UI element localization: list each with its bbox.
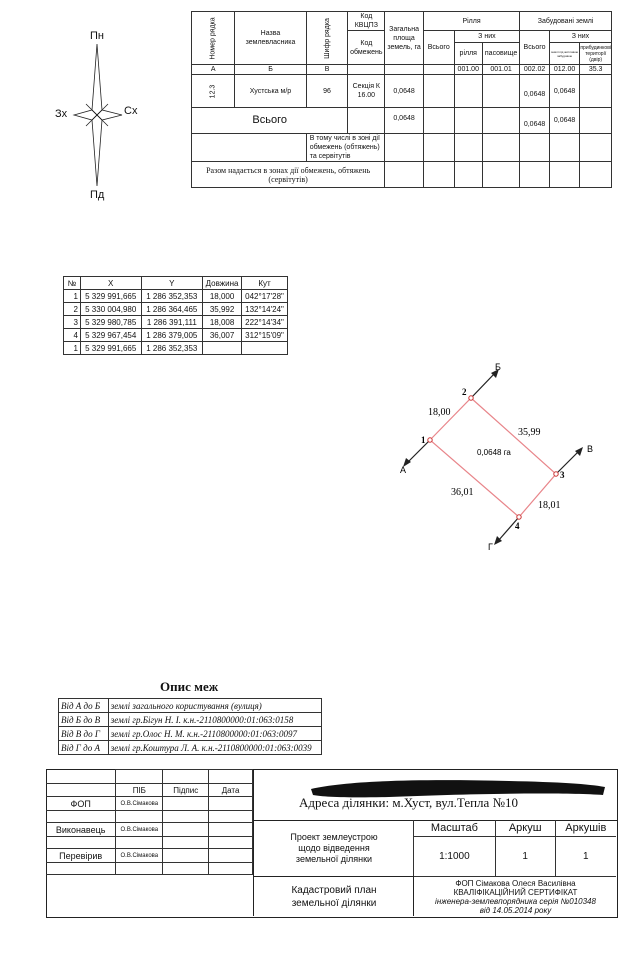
row-num: 12.3 — [192, 75, 235, 108]
point-label-4: 4 — [515, 521, 520, 531]
table-row — [59, 699, 322, 713]
side-12: 18,00 — [428, 407, 451, 418]
h-scale: Масштаб — [414, 820, 496, 836]
coord-cell: 35,992 — [203, 303, 242, 316]
row-area: 0,0648 — [385, 75, 424, 108]
boundaries-table — [58, 698, 322, 755]
coord-cell: 5 329 967,454 — [80, 329, 141, 342]
h-arable: Рілля — [423, 12, 519, 31]
h-built-all: Всього — [520, 31, 550, 65]
row-cipher: 96 — [306, 75, 348, 108]
signatures-table — [46, 769, 253, 875]
plot-point-2 — [469, 396, 473, 400]
coord-cell: 312°15'09" — [242, 329, 288, 342]
address-box — [253, 769, 617, 821]
dir-label-a: А — [400, 465, 407, 475]
side-34: 18,01 — [538, 500, 561, 511]
plan-title: Кадастровий план земельної ділянки — [291, 885, 377, 909]
compass-north: Пн — [90, 30, 104, 42]
table-row — [64, 342, 288, 355]
plot-point-1 — [428, 438, 432, 442]
project-box — [253, 820, 414, 877]
code-002-02: 002.02 — [520, 65, 550, 75]
table-row — [64, 303, 288, 316]
coord-cell — [203, 342, 242, 355]
certificate-title: КВАЛІФІКАЦІЙНИЙ СЕРТИФІКАТ — [453, 888, 578, 897]
h-restrict-code: Код обмежень — [348, 31, 385, 65]
h-built: Забудовані землі — [520, 12, 612, 31]
project-title: Проект землеустрою щодо відведення земельної ділянки — [290, 832, 378, 864]
coord-cell: 222°14'34" — [242, 316, 288, 329]
coord-cell: 1 286 352,353 — [141, 290, 203, 303]
coord-header: № — [64, 277, 81, 290]
coord-cell: 5 329 991,665 — [80, 342, 141, 355]
signer-name: О.В.Сімакова — [116, 849, 163, 863]
signer-role: Виконавець — [46, 823, 116, 837]
table-row — [46, 797, 253, 811]
coord-cell: 132°14'24" — [242, 303, 288, 316]
row-owner: Хустська м/р — [235, 75, 306, 108]
h-row-num: Номер рядка — [192, 12, 235, 65]
scale-table — [413, 820, 616, 877]
h-total-area: Загальна площа земель, га — [385, 12, 424, 65]
h-rillia: рілля — [454, 43, 482, 65]
table-row — [64, 316, 288, 329]
sheet-value: 1 — [495, 836, 555, 876]
h-signature: Підпис — [163, 784, 209, 797]
h-date: Дата — [209, 784, 253, 797]
coord-header: Довжина — [203, 277, 242, 290]
plan-box — [253, 876, 414, 916]
table-row — [46, 849, 253, 863]
compass-west: Зх — [55, 108, 68, 120]
coord-cell: 1 — [64, 342, 81, 355]
boundary-segment: Від Г до А — [59, 741, 109, 755]
coord-header: Y — [141, 277, 203, 290]
fop-name: ФОП Сімакова Олеся Василівна — [455, 879, 576, 888]
certificate-series: інженера-землевпорядника серія №010348 — [435, 897, 596, 906]
plot-address: Адреса ділянки: м.Хуст, вул.Тепла №10 — [299, 795, 518, 810]
boundary-neighbor: землі гр.Олос Н. М. к.н.-2110800000:01:063:0097 — [108, 727, 321, 741]
coord-cell — [242, 342, 288, 355]
dir-label-b: Б — [495, 362, 501, 372]
code-001-01: 001.01 — [482, 65, 519, 75]
coord-cell: 3 — [64, 316, 81, 329]
compass-east: Сх — [124, 105, 138, 117]
coord-cell: 1 — [64, 290, 81, 303]
plot-area: 0,0648 га — [477, 448, 511, 457]
coord-cell: 4 — [64, 329, 81, 342]
h-pib: ПІБ — [116, 784, 163, 797]
code-35-3: 35.3 — [580, 65, 612, 75]
h-arable-of-them: З них — [454, 31, 520, 43]
note-restricted: Разом надається в зонах дії обмежень, обтяжень (сервітутів) — [192, 162, 385, 188]
compass-star-icon — [70, 40, 130, 190]
coord-cell: 2 — [64, 303, 81, 316]
dir-label-g: Г — [488, 542, 493, 552]
h-built-sub1: землі під житловою забудовою — [549, 43, 579, 65]
restricted-label: В тому числі в зоні дії обмежень (обтяжень) та сервітутів — [306, 134, 385, 162]
total-area: 0,0648 — [385, 108, 424, 134]
certificate-date: від 14.05.2014 року — [479, 906, 552, 915]
h-built-of-them: З них — [549, 31, 611, 43]
boundary-neighbor: землі загального користування (вулиця) — [108, 699, 321, 713]
row-built-all: 0,0648 — [520, 75, 550, 108]
h-kvcpz: Код КВЦПЗ — [348, 12, 385, 31]
certificate-box — [413, 876, 617, 916]
coord-cell: 36,007 — [203, 329, 242, 342]
coord-cell: 1 286 391,111 — [141, 316, 203, 329]
coord-cell: 5 330 004,980 — [80, 303, 141, 316]
point-label-1: 1 — [421, 435, 426, 445]
boundary-segment: Від А до Б — [59, 699, 109, 713]
table-row — [192, 75, 612, 108]
coord-cell: 18,000 — [203, 290, 242, 303]
arrow-a-line — [407, 440, 430, 463]
h-cipher: Шифр рядка — [306, 12, 348, 65]
coord-cell: 1 286 352,353 — [141, 342, 203, 355]
arrow-b-line — [471, 373, 495, 398]
signer-name: О.В.Сімакова — [116, 823, 163, 837]
compass-south: Пд — [90, 189, 105, 201]
table-row — [59, 727, 322, 741]
boundary-segment: Від В до Г — [59, 727, 109, 741]
coord-cell: 5 329 991,665 — [80, 290, 141, 303]
coord-cell: 042°17'28" — [242, 290, 288, 303]
row-kvcpz: Секція К 16.00 — [348, 75, 385, 108]
side-41: 36,01 — [451, 487, 474, 498]
land-category-table — [191, 11, 612, 188]
plot-point-3 — [554, 472, 558, 476]
letter-v: В — [306, 65, 348, 75]
dir-label-v: В — [587, 444, 594, 454]
point-label-3: 3 — [560, 470, 565, 480]
h-arable-all: Всього — [423, 31, 454, 65]
point-label-2: 2 — [462, 387, 467, 397]
coord-cell: 5 329 980,785 — [80, 316, 141, 329]
plot-drawing — [395, 355, 610, 555]
h-pasovyshche: пасовище — [482, 43, 519, 65]
table-row — [64, 290, 288, 303]
table-row — [46, 823, 253, 837]
signer-role: Перевірив — [46, 849, 116, 863]
boundaries-title: Опис меж — [160, 679, 219, 694]
boundary-neighbor: землі гр.Коштура Л. А. к.н.-2110800000:01:063:0039 — [108, 741, 321, 755]
side-23: 35,99 — [518, 427, 541, 438]
letter-a: А — [192, 65, 235, 75]
table-row — [59, 741, 322, 755]
h-sheet: Аркуш — [495, 820, 555, 836]
boundary-segment: Від Б до В — [59, 713, 109, 727]
coord-header: X — [80, 277, 141, 290]
scale-value: 1:1000 — [414, 836, 496, 876]
row-built-sub: 0,0648 — [549, 75, 579, 108]
plot-point-4 — [517, 515, 521, 519]
signer-name: О.В.Сімакова — [116, 797, 163, 811]
total-built-sub: 0,0648 — [549, 108, 579, 134]
signer-role: ФОП — [46, 797, 116, 811]
coordinates-table — [63, 276, 288, 355]
table-row — [59, 713, 322, 727]
coord-cell: 18,008 — [203, 316, 242, 329]
sheets-value: 1 — [555, 836, 616, 876]
h-built-sub2: прибудинкові території (двір) — [580, 44, 611, 63]
h-owner-name: Назва землевласника — [235, 12, 306, 65]
letter-b: Б — [235, 65, 306, 75]
coord-header: Кут — [242, 277, 288, 290]
total-label: Всього — [192, 108, 348, 134]
h-sheets: Аркушів — [555, 820, 616, 836]
coord-cell: 1 286 364,465 — [141, 303, 203, 316]
boundary-neighbor: землі гр.Бігун Н. І. к.н.-2110800000:01:063:0158 — [108, 713, 321, 727]
arrow-v-icon — [575, 447, 583, 456]
code-012-00: 012.00 — [549, 65, 579, 75]
table-row — [64, 329, 288, 342]
coord-cell: 1 286 379,005 — [141, 329, 203, 342]
total-built-all: 0,0648 — [520, 108, 550, 134]
code-001-00: 001.00 — [454, 65, 482, 75]
